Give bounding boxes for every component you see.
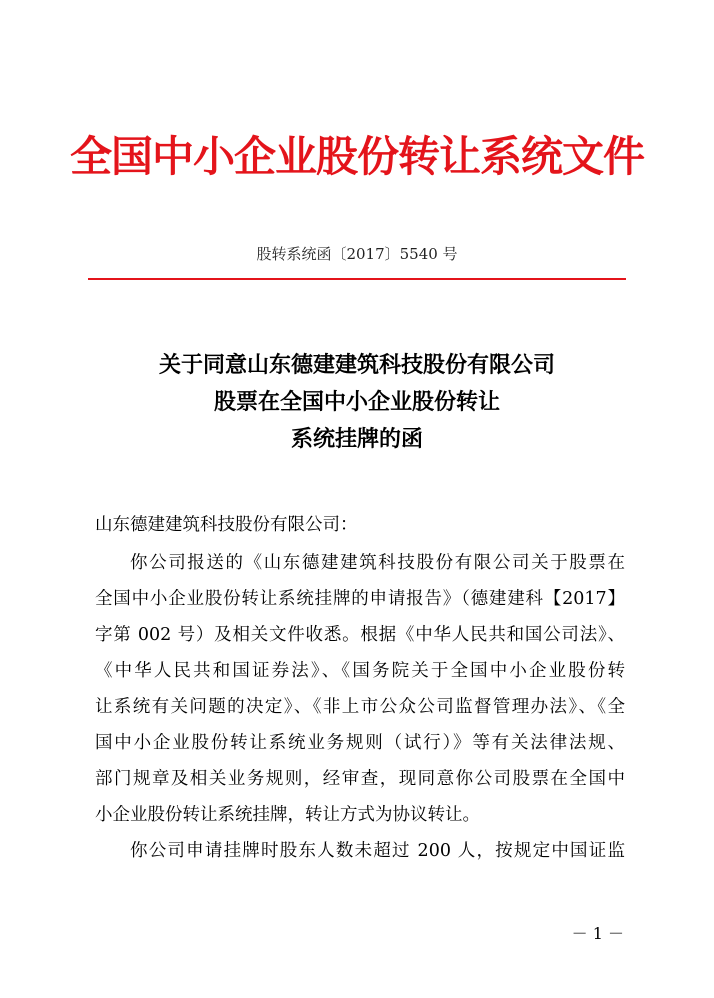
paragraph-line: 让系统有关问题的决定》、《非上市公众公司监督管理办法》、《全: [95, 697, 625, 717]
subject-line: 关于同意山东德建建筑科技股份有限公司: [158, 352, 555, 378]
page-number: － 1 －: [571, 924, 624, 943]
paragraph-line: 字第 002 号）及相关文件收悉。根据《中华人民共和国公司法》、: [95, 625, 625, 645]
paragraph-line: 你公司报送的《山东德建建筑科技股份有限公司关于股票在: [130, 553, 625, 573]
document-subject: [0, 347, 714, 458]
paragraph-line: 国中小企业股份转让系统业务规则（试行）》等有关法律法规、: [95, 733, 625, 753]
document-body: [95, 509, 625, 869]
red-separator-line: [88, 278, 626, 280]
paragraph-line: 你公司申请挂牌时股东人数未超过 200 人，按规定中国证监: [130, 841, 625, 861]
paragraph-line: 全国中小企业股份转让系统挂牌的申请报告》（德建建科【2017】: [95, 589, 625, 609]
salutation: 山东德建建筑科技股份有限公司：: [95, 515, 358, 535]
subject-line: 系统挂牌的函: [290, 426, 423, 452]
document-number: 股转系统函〔2017〕5540 号: [256, 245, 458, 263]
issuing-authority-title: 全国中小企业股份转让系统文件: [69, 132, 644, 181]
paragraph-line: 部门规章及相关业务规则，经审查，现同意你公司股票在全国中: [95, 769, 625, 789]
paragraph-line: 小企业股份转让系统挂牌，转让方式为协议转让。: [95, 805, 480, 825]
subject-line: 股票在全国中小企业股份转让: [213, 389, 500, 415]
paragraph-line: 《中华人民共和国证券法》、《国务院关于全国中小企业股份转: [95, 661, 625, 681]
